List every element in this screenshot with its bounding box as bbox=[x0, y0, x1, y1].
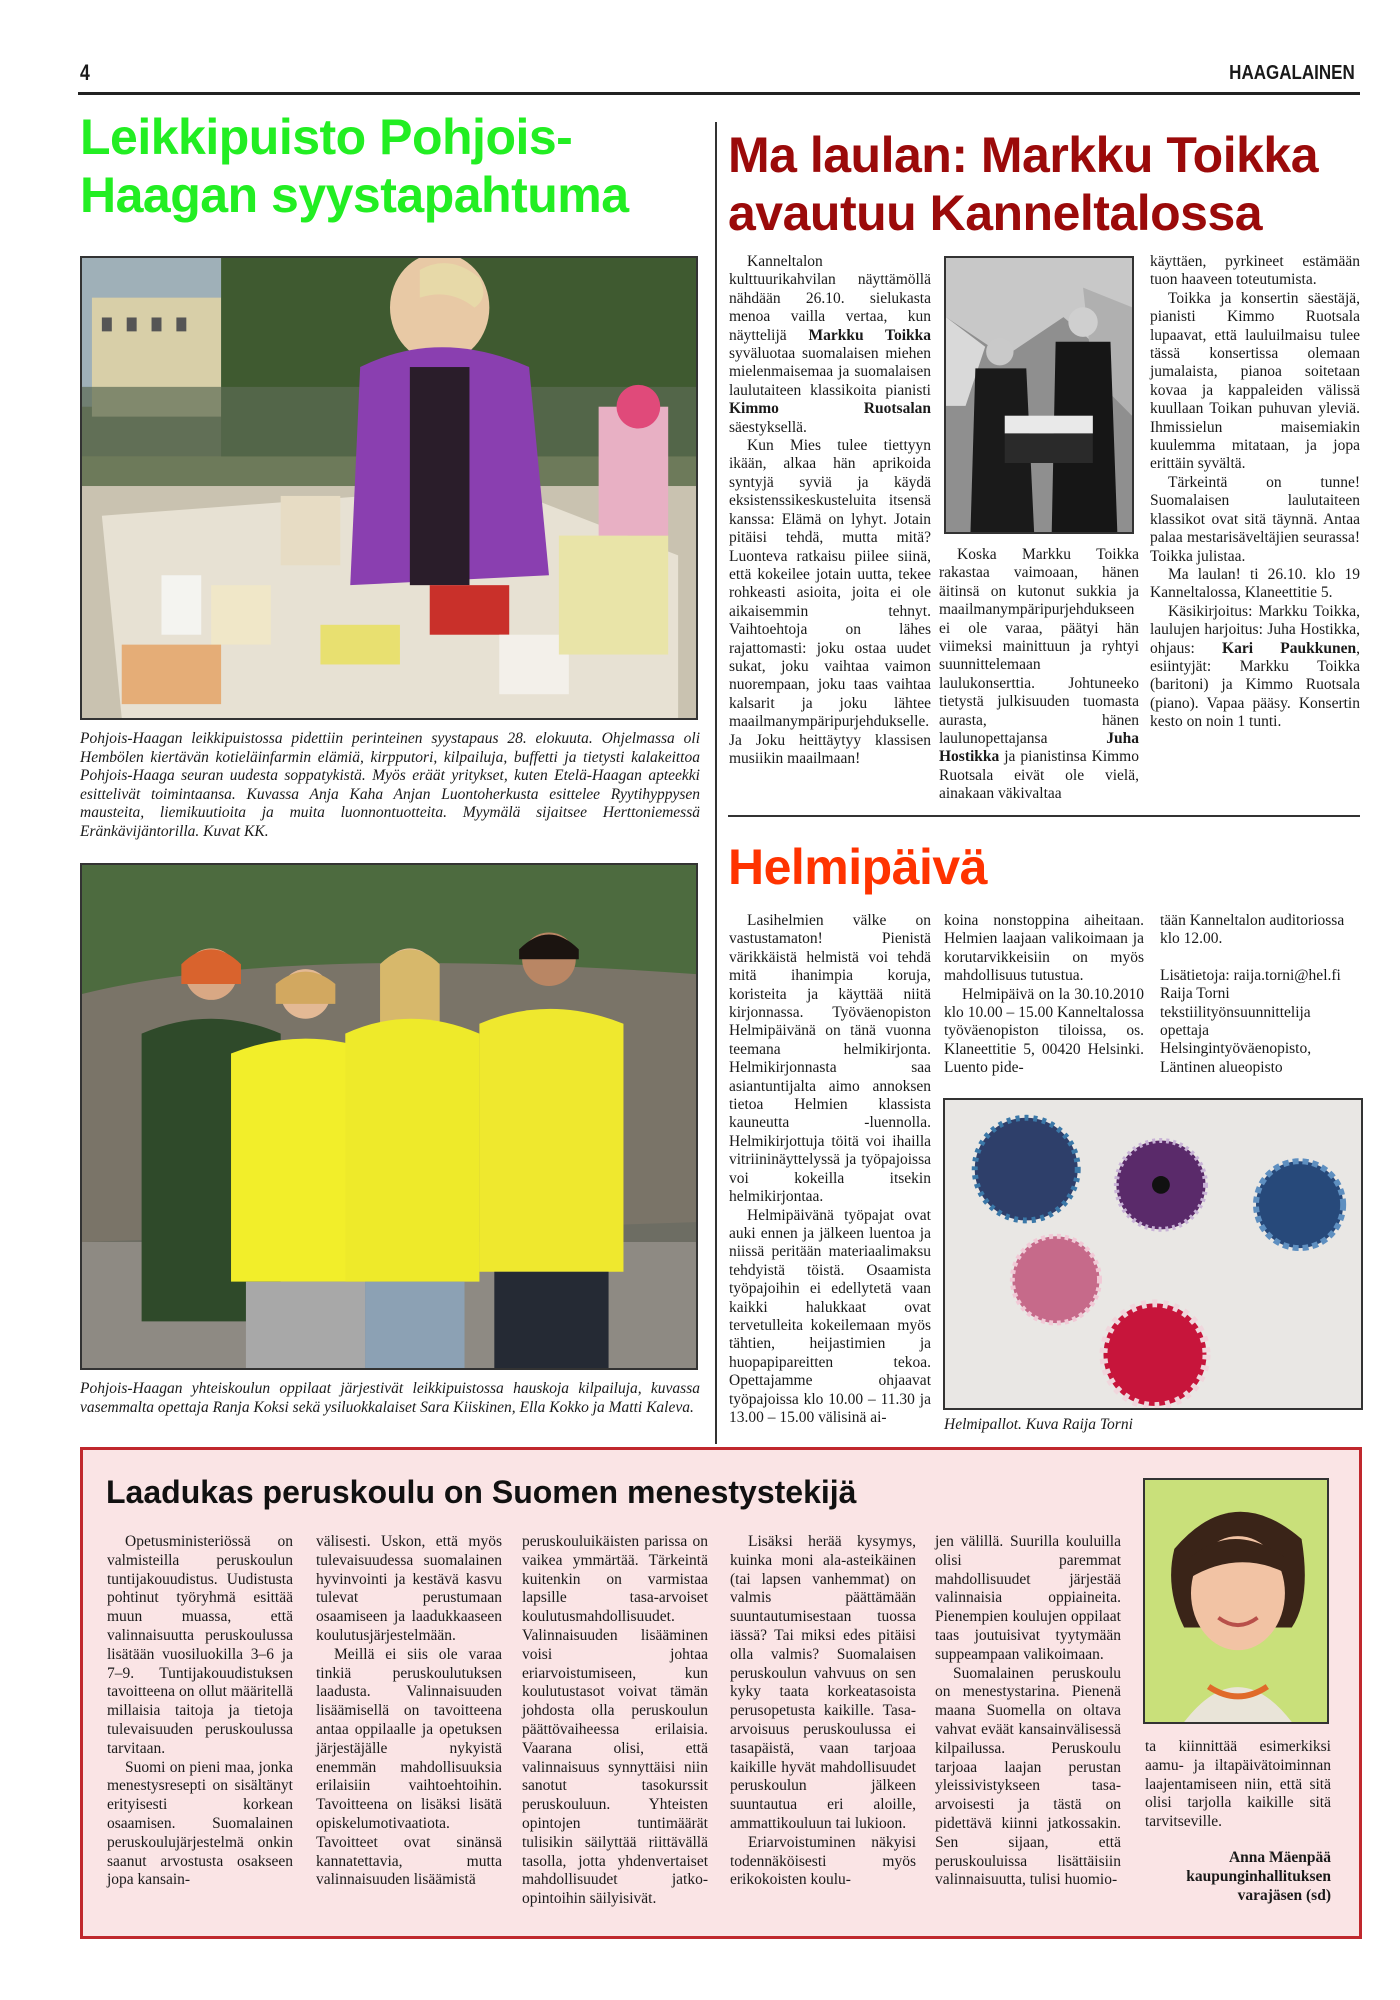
paragraph: Lisäksi herää kysymys, kuinka moni ala-asteikäinen (tai lapsen vanhemmat) on valmis päättämään suuntautumisestaan tuossa iässä? Tai miksi edes pitäisi olla valmis? Suomalaisen peruskoulun vahvuus on sen kyky taata korkeatasoista perusopetusta kaikille. Tasa-arvoisuus peruskoulussa ei tasapäistä, vaan tarjoaa kaikille hyvät mahdollisuudet peruskoulun jälkeen suuntautua eri aloille, ammattikouluun tai lukioon. bbox=[730, 1533, 916, 1832]
photo-students bbox=[80, 863, 698, 1370]
paragraph: peruskouluikäisten parissa on vaikea ymmärtää. Tärkeintä kuitenkin on varmistaa lapsille tasa-arvoiset koulutusmahdollisuudet. Valinnaisuuden lisääminen voisi johtaa eriarvoistumiseen, kun koulutustasot voivat tämän johdosta olla peruskoulun päättövaiheessa erilaisia. Vaarana olisi, että valinnaisuus synnyttäisi niin sanotut tasokurssit peruskouluun. Yhteisten opintojen tuntimäärät tulisikin säilyttää riittävällä tasolla, jotta yhdenvertaiset mahdollisuudet jatko-opintoihin säilyisivät. bbox=[522, 1533, 708, 1908]
helmipaiva-column-1 bbox=[729, 912, 931, 1427]
author-title: kaupunginhallituksen bbox=[1186, 1868, 1331, 1885]
contact-title: opettaja bbox=[1160, 1022, 1210, 1040]
headline-helmipaiva: Helmipäivä bbox=[728, 839, 988, 895]
malaulan-column-3 bbox=[1150, 253, 1360, 732]
opinion-column-6 bbox=[1145, 1738, 1331, 1832]
paragraph: ta kiinnittää esimerkiksi aamu- ja iltapäivätoiminnan laajentamiseen niin, että sitä olisi tarjolla kaikille sitä tarvitseville. bbox=[1145, 1738, 1331, 1831]
paragraph: Suomalainen peruskoulu on menestystarina. Pienenä maana Suomella on oltava vahvat eväät kansainvälisessä kilpailussa. Peruskoulu tarjoaa laajan perustan yleissivistykseen tasa-arvoisesti ja tästä on pidettävä kiinni jatkossakin. Sen sijaan, että peruskouluissa lisättäisiin valinnaisuutta, tulisi huomio- bbox=[935, 1664, 1121, 1889]
paragraph: Suomi on pieni maa, jonka menestysresepti on sisältänyt erityisesti korkean osaamisen. Suomalainen peruskoulujärjestelmä onkin saanut arvostusta osakseen jopa kansain- bbox=[107, 1758, 293, 1889]
malaulan-column-1 bbox=[729, 253, 931, 768]
paragraph: Tärkeintä on tunne! Suomalaisen laulutaiteen klassikot ovat sitä täynnä. Antaa palaa mestarisäveltäjien seurassa! Toikka julistaa. bbox=[1150, 473, 1360, 565]
photo-caption-beads: Helmipallot. Kuva Raija Torni bbox=[944, 1416, 1133, 1433]
page-number: 4 bbox=[80, 60, 90, 85]
newspaper-name: HAAGALAINEN bbox=[1229, 62, 1355, 84]
paragraph: tään Kanneltalon auditoriossa klo 12.00. bbox=[1160, 912, 1345, 948]
contact-email[interactable]: Lisätietoja: raija.torni@hel.fi bbox=[1160, 966, 1341, 984]
malaulan-column-2 bbox=[939, 546, 1139, 804]
author-signature bbox=[1100, 1848, 1331, 1905]
paragraph: Koska Markku Toikka rakastaa vaimoaan, hänen äitinsä on kutonut sukkia ja maailmanympäripurjehdukseen ei ole varaa, päätyi hän viimeksi mainittuun ja ryhtyi suunnittelemaan laulukonserttia. Johtuneeko tietystä julkisuuden tuomasta aurasta, hänen laulunopettajansa Juha Hostikka ja pianistinsa Kimmo Ruotsala eivät ole vielä, ainakaan väkivaltaa bbox=[939, 546, 1139, 803]
column-divider bbox=[715, 122, 717, 1444]
person-name: Kari Paukkunen bbox=[1222, 639, 1357, 657]
paragraph: Eriarvoistuminen näkyisi todennäköisesti myös erikokoisten koulu- bbox=[730, 1833, 916, 1889]
paragraph: Opetusministeriössä on valmisteilla peruskoulun tuntijakouudistus. Uudistusta pohtinut työryhmä esittää muun muassa, että valinnaisuutta peruskoulussa lisätään vuosiluokilla 3–6 ja 7–9. Tuntijakouudistuksen tavoitteena on ollut määritellä millaisia taitoja ja tietoja tulevaisuuden peruskoulussa tarvitaan. bbox=[107, 1533, 293, 1757]
person-name: Juha Hostikka bbox=[939, 730, 1139, 766]
paragraph: koina nonstoppina aiheitaan. Helmien laajaan valikoimaan ja korutarvikkeisiin on myös mahdollisuus tutustua. bbox=[944, 912, 1144, 985]
paragraph: käyttäen, pyrkineet estämään tuon haaveen toteutumista. bbox=[1150, 253, 1360, 289]
opinion-column-1 bbox=[107, 1533, 293, 1890]
paragraph: Kun Mies tulee tiettyyn ikään, alkaa hän aprikoida syntyjä syviä ja käydä eksistenssikeskusteluita itsensä kanssa: Elämä on lyhyt. Jotain pitäisi tehdä, mutta mitä? Luonteva ratkaisu piilee siinä, että kokeilee jotain uutta, tekee rohkeasti asioita, joita ei ole aikaisemmin tehnyt. Vaihtoehtoja on lähes rajattomasti: joku ostaa uudet sukat, joku vaihtaa vaimon nuorempaan, joku taas vaihtaa kalsarit ja joku lähtee maailmanympäripurjehdukselle. bbox=[729, 437, 931, 731]
headline-opinion: Laadukas peruskoulu on Suomen menestystekijä bbox=[106, 1474, 857, 1510]
paragraph: Lasihelmien välke on vastustamaton! Pienistä värikkäistä helmistä voi tehdä mitä ihanimpia koruja, koristeita ja käyttää niitä kirjonnassa. Työväenopiston Helmipäivänä on tänä vuonna teemana helmikirjonta. Helmikirjonnasta saa asiantuntijalta aimo annoksen tietoa Helmien klassista kauneutta -luennolla. Helmikirjottuja töitä voi ihailla vitriininäyttelyssä ja työpajoissa voi kokeilla itsekin helmikirjontaa. bbox=[729, 912, 931, 1206]
headline-leikkipuisto: Leikkipuisto Pohjois-Haagan syystapahtuma bbox=[80, 109, 629, 223]
photo-performers bbox=[944, 256, 1134, 534]
performers-image bbox=[946, 258, 1132, 532]
headline-ma-laulan: Ma laulan: Markku Toikka avautuu Kanneltalossa bbox=[728, 127, 1319, 241]
opinion-column-4 bbox=[730, 1533, 916, 1890]
paragraph: Helmipäivä on la 30.10.2010 klo 10.00 – 15.00 Kanneltalossa työväenopiston tiloissa, os. Klaneettitie 5, 00420 Helsinki. Luento pide- bbox=[944, 985, 1144, 1077]
opinion-column-5 bbox=[935, 1533, 1121, 1890]
contact-organization: Helsingintyöväenopisto, bbox=[1160, 1040, 1312, 1058]
person-name: Markku Toikka bbox=[808, 326, 931, 344]
paragraph: Toikka ja konsertin säestäjä, pianisti Kimmo Ruotsala lupaavat, että lauluilmaisu tulee tässä konsertissa olemaan jumalaista, pianoa soitetaan kovaa ja kappaleiden välissä kuullaan Toikan puhuvan yleviä. Ihmissielun maisemiakin kuulemma mitataan, ja jopa erittäin syvältä. bbox=[1150, 289, 1360, 473]
paragraph: jen välillä. Suurilla kouluilla olisi paremmat mahdollisuudet järjestää valinnaisia oppiaineita. Pienempien koulujen oppilaat taas joutuisivat tyytymään suppeampaan valikoimaan. bbox=[935, 1533, 1121, 1663]
photo-caption-market: Pohjois-Haagan leikkipuistossa pidettiin perinteinen syystapaus 28. elokuuta. Ohjelmassa oli Hembölen kiertävän kotieläinfarmin elämiä, kirpputori, kilpailuja, buffetti ja tietysti kalakeittoa Pohjois-Haaga seuran uudesta soppatykistä. Myös eräät yritykset, kuten Etelä-Haagan apteekki esittelivät toimintaansa. Kuvassa Anja Kaha Anjan Luontoherkusta esittelee Ryytihyppysen mausteita, liemikuutioita ja muita luonnontuotteita. Myymälä sijaitsee Herttoniemessä Eränkävijäntorilla. Kuvat KK. bbox=[80, 730, 700, 840]
paragraph: Meillä ei siis ole varaa tinkiä peruskoulutuksen laadusta. Valinnaisuuden lisäämisellä on tavoitteena antaa oppilaalle ja opetuksen järjestäjälle nykyistä enemmän mahdollisuuksia erilaisiin vaihtoehtoihin. Tavoitteena on lisäksi lisätä opiskelumotivaatiota. Tavoitteet ovat sinänsä kannatettavia, mutta valinnaisuuden lisäämistä bbox=[316, 1645, 502, 1889]
paragraph: Helmipäivänä työpajat ovat auki ennen ja jälkeen luentoa ja niissä peritään materiaalimaksu tehdyistä töistä. Osaamista työpajoihin ei edellytetä vaan kaikki halukkaat ovat tervetulleita kokeilemaan myös tähtien, heijastimien ja huopapipareitten tekoa. Opettajamme ohjaavat työpajoissa klo 10.00 – 11.30 ja 13.00 – 15.00 välisinä ai- bbox=[729, 1206, 931, 1426]
helmipaiva-column-3 bbox=[1160, 912, 1365, 1077]
photo-caption-students: Pohjois-Haagan yhteiskoulun oppilaat järjestivät leikkipuistossa hauskoja kilpailuja, kuvassa vasemmalta opettaja Ranja Koksi sekä ysiluokkalaiset Sara Kiiskinen, Ella Kokko ja Matti Kaleva. bbox=[80, 1380, 700, 1416]
person-name: Kimmo Ruotsalan bbox=[729, 400, 931, 418]
paragraph: Kanneltalon kulttuurikahvilan näyttämöllä nähdään 26.10. sielukasta menoa vailla vertaa, kun näyttelijä Markku Toikka syväluotaa suomalaisen miehen mielenmaisemaa ja suomalaisen laulutaiteen klassikoita pianisti Kimmo Ruotsalan säestyksellä. bbox=[729, 253, 931, 436]
author-title: varajäsen (sd) bbox=[1237, 1887, 1331, 1904]
section-rule bbox=[728, 815, 1360, 817]
photo-author-portrait bbox=[1143, 1478, 1329, 1724]
paragraph: Käsikirjoitus: Markku Toikka, laulujen harjoitus: Juha Hostikka, ohjaus: Kari Paukkunen, esiintyjät: Markku Toikka (baritoni) ja Kimmo Ruotsala (piano). Vapaa pääsy. Konsertin kesto on noin 1 tunti. bbox=[1150, 602, 1360, 731]
contact-title: tekstiilityönsuunnittelija bbox=[1160, 1003, 1311, 1021]
bead-balls-image bbox=[945, 1100, 1361, 1408]
contact-name: Raija Torni bbox=[1160, 985, 1230, 1003]
event-time: Ma laulan! ti 26.10. klo 19 Kanneltalossa, Klaneettitie 5. bbox=[1150, 565, 1360, 602]
paragraph: Ja Joku heittäytyy klassisen musiikin maailmaan! bbox=[729, 731, 931, 767]
author-portrait-image bbox=[1145, 1480, 1327, 1722]
photo-market-stall bbox=[80, 256, 698, 720]
market-stall-image bbox=[82, 258, 696, 718]
photo-bead-balls bbox=[943, 1098, 1363, 1410]
helmipaiva-column-2 bbox=[944, 912, 1144, 1078]
opinion-column-3 bbox=[522, 1533, 708, 1909]
contact-unit: Läntinen alueopisto bbox=[1160, 1058, 1283, 1076]
students-image bbox=[82, 865, 696, 1368]
masthead-rule bbox=[78, 92, 1360, 95]
opinion-column-2 bbox=[316, 1533, 502, 1890]
paragraph: välisesti. Uskon, että myös tulevaisuudessa suomalainen hyvinvointi ja kestävä kasvu tulevat perustumaan osaamiseen ja laadukkaaseen koulutusjärjestelmään. bbox=[316, 1533, 502, 1644]
author-name: Anna Mäenpää bbox=[1228, 1849, 1331, 1866]
